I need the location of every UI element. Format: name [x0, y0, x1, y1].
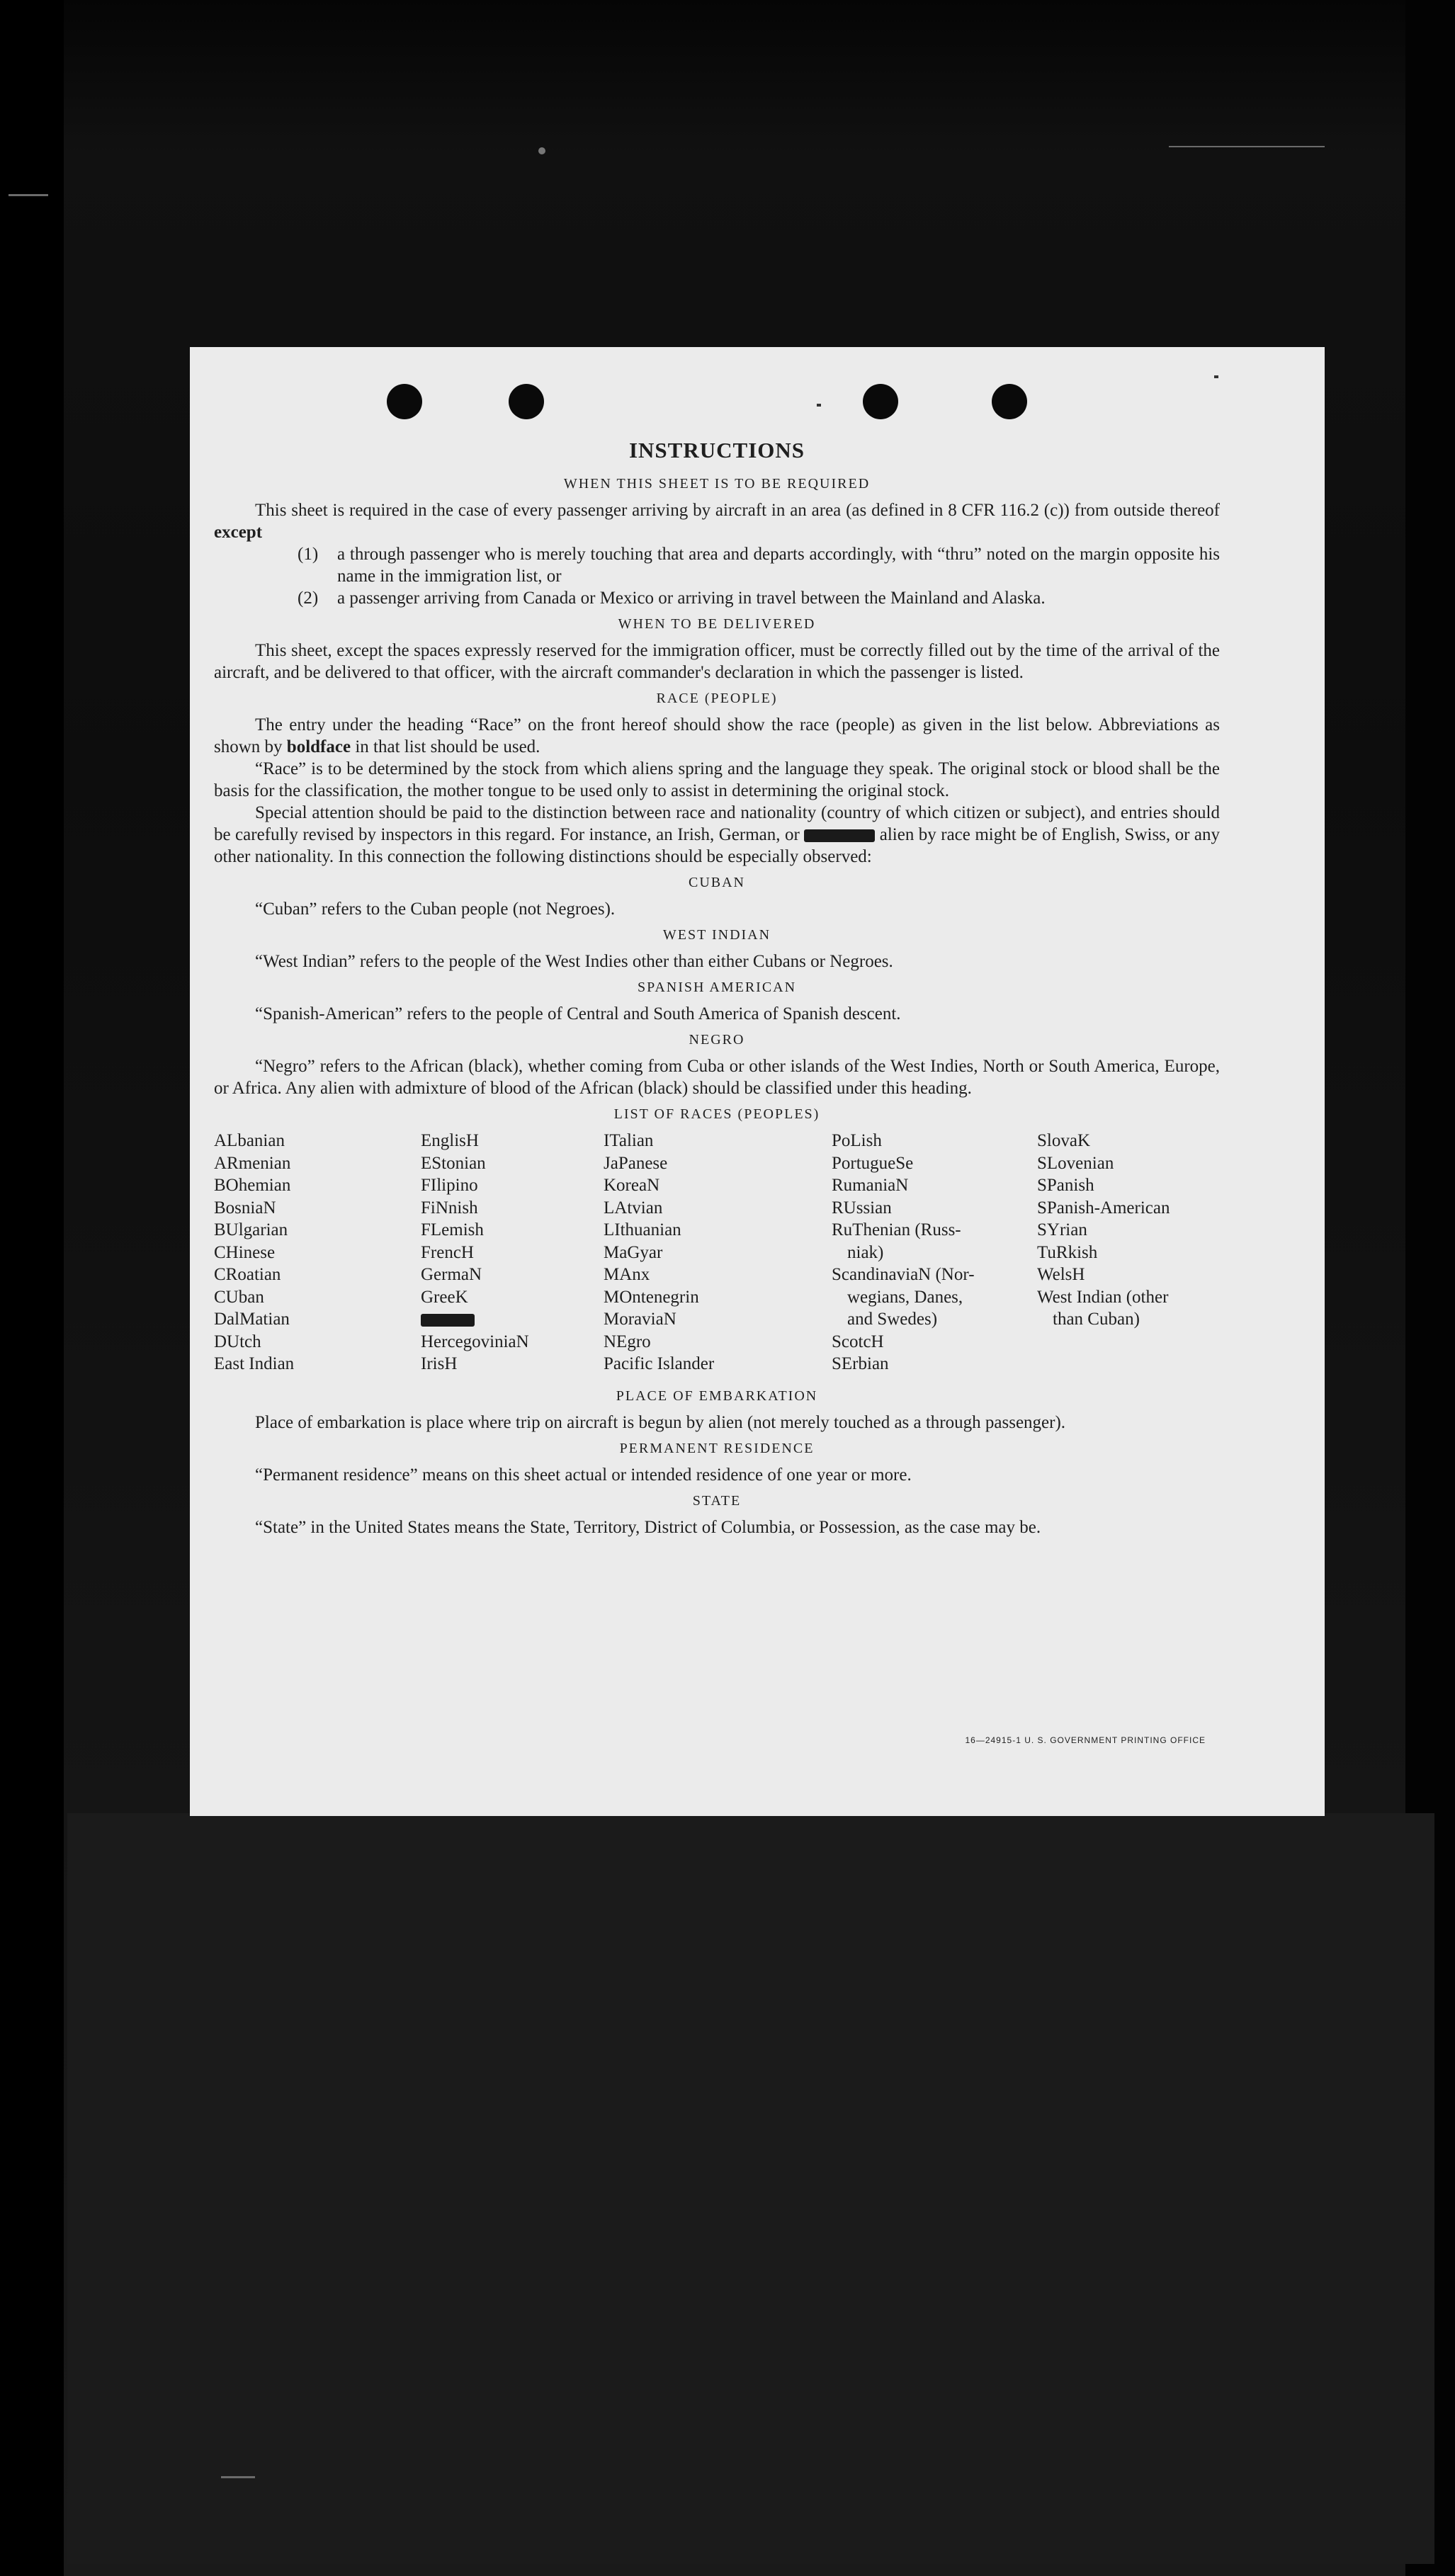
- section-heading-embarkation: PLACE OF EMBARKATION: [616, 1388, 818, 1404]
- race-entry: FiNnish: [421, 1198, 478, 1218]
- paragraph-cuban: “Cuban” refers to the Cuban people (not Negroes).: [255, 900, 616, 919]
- section-heading-when-required: WHEN THIS SHEET IS TO BE REQUIRED: [563, 476, 871, 492]
- list-item: [214, 543, 1220, 587]
- punch-hole: [992, 384, 1027, 419]
- race-entry: RUssian: [832, 1198, 892, 1218]
- race-entry: and Swedes): [847, 1310, 938, 1329]
- section-heading-cuban: CUBAN: [688, 875, 745, 890]
- race-entry: CRoatian: [214, 1265, 281, 1284]
- race-entry: WelsH: [1037, 1265, 1085, 1284]
- printing-office-code: 16—24915-1 U. S. GOVERNMENT PRINTING OFFICE: [965, 1735, 1206, 1745]
- race-entry: GreeK: [421, 1287, 468, 1307]
- race-entry: MoraviaN: [604, 1310, 676, 1329]
- race-entry: CUban: [214, 1287, 264, 1307]
- paragraph-spanish-american: “Spanish-American” refers to the people of Central and South America of Spanish descent.: [255, 1004, 901, 1023]
- section-heading-state: STATE: [692, 1492, 742, 1509]
- race-entry: Pacific Islander: [604, 1354, 715, 1373]
- scan-scratch: [221, 2476, 255, 2478]
- race-entry: ScotcH: [832, 1332, 884, 1351]
- paragraph-residence: “Permanent residence” means on this sheet actual or intended residence of one year or more.: [255, 1465, 912, 1485]
- scan-scratch: [538, 147, 545, 154]
- race-entry: FIlipino: [421, 1176, 478, 1195]
- speck: [817, 404, 821, 407]
- race-entry: than Cuban): [1053, 1310, 1140, 1329]
- race-column-4: [832, 1130, 1037, 1375]
- race-entry: DUtch: [214, 1332, 261, 1351]
- race-entry: West Indian (other: [1037, 1287, 1169, 1307]
- redaction-mark: [804, 829, 875, 842]
- race-entry: RuThenian (Russ-: [832, 1220, 961, 1239]
- race-entry: HercegoviniaN: [421, 1332, 529, 1351]
- race-entry: SYrian: [1037, 1220, 1087, 1239]
- section-heading-west-indian: WEST INDIAN: [662, 927, 771, 943]
- race-list: [214, 1130, 1220, 1375]
- race-entry: IrisH: [421, 1354, 458, 1373]
- race-entry: FLemish: [421, 1220, 484, 1239]
- paragraph-negro: “Negro” refers to the African (black), whether coming from Cuba or other islands of the West Indies, North or South America, Europe, or Africa. Any alien with admixture of blood of the African (black) should be classified under this heading.: [214, 1057, 1220, 1098]
- paragraph-west-indian: “West Indian” refers to the people of the West Indies other than either Cubans or Negroes.: [255, 952, 893, 971]
- race-entry: ScandinaviaN (Nor-: [832, 1265, 975, 1284]
- race-entry: KoreaN: [604, 1176, 660, 1195]
- race-entry: MAnx: [604, 1265, 650, 1284]
- race-entry-redacted: [421, 1308, 604, 1331]
- race-text-a: The entry under the heading “Race” on the front hereof should show the race (people) as given in the list below. Abbreviations as shown by: [214, 715, 1220, 756]
- race-entry: PortugueSe: [832, 1153, 914, 1173]
- required-text: This sheet is required in the case of every passenger arriving by aircraft in an area (as defined in 8 CFR 116.2 (c)) from outside thereof: [255, 501, 1220, 520]
- paragraph-required: [214, 499, 1220, 543]
- item-text: a passenger arriving from Canada or Mexico or arriving in travel between the Mainland and Alaska.: [337, 589, 1046, 608]
- section-heading-spanish-american: SPANISH AMERICAN: [637, 980, 797, 995]
- race-entry: wegians, Danes,: [847, 1287, 963, 1307]
- race-column-5: [1037, 1130, 1221, 1375]
- race-text-d: alien by race might be of English, Swiss, or any other nationality. In this connection the following distinctions should be especially observed:: [214, 825, 1221, 866]
- race-entry: LAtvian: [604, 1198, 663, 1218]
- race-text-c: Special attention should be paid to the distinction between race and nationality (country of which citizen or subject), and entries should be carefully revised by inspectors in this regard. For instance, an Irish, German, or: [214, 803, 1220, 844]
- item-number: (2): [298, 589, 319, 608]
- race-entry: SPanish: [1037, 1176, 1094, 1195]
- race-entry: NEgro: [604, 1332, 651, 1351]
- list-item: [214, 587, 1220, 609]
- item-text: a through passenger who is merely touching that area and departs accordingly, with “thru” noted on the margin opposite his name in the immigration list, or: [337, 545, 1220, 586]
- paragraph-race-2: “Race” is to be determined by the stock from which aliens spring and the language they speak. The original stock or blood shall be the basis for the classification, the mother tongue to be used only to assist in determining the original stock.: [214, 759, 1220, 800]
- race-column-1: [214, 1130, 421, 1375]
- race-entry: SLovenian: [1037, 1153, 1114, 1173]
- race-entry: EnglisH: [421, 1131, 479, 1150]
- race-column-2: [421, 1130, 604, 1375]
- race-entry: GermaN: [421, 1265, 482, 1284]
- race-entry: ITalian: [604, 1131, 654, 1150]
- instructions-content: [214, 438, 1220, 1538]
- instructions-sheet: [190, 347, 1325, 1816]
- paragraph-race-1: [214, 714, 1220, 758]
- paragraph-race-3: [214, 802, 1220, 868]
- race-entry: SPanish-American: [1037, 1198, 1170, 1218]
- race-entry: BosniaN: [214, 1198, 276, 1218]
- punch-hole: [387, 384, 422, 419]
- race-entry: EStonian: [421, 1153, 486, 1173]
- scan-scratch: [9, 194, 48, 196]
- race-entry: SErbian: [832, 1354, 889, 1373]
- race-entry: RumaniaN: [832, 1176, 909, 1195]
- race-entry: niak): [847, 1242, 884, 1262]
- scan-scratch: [1169, 146, 1325, 147]
- speck: [1214, 375, 1218, 378]
- race-entry: FrencH: [421, 1242, 474, 1262]
- punch-hole: [509, 384, 544, 419]
- scan-edge-left: [0, 0, 64, 2576]
- race-entry: JaPanese: [604, 1153, 668, 1173]
- race-entry: SlovaK: [1037, 1131, 1090, 1150]
- scan-lower-area: [67, 1813, 1434, 2564]
- race-entry: ARmenian: [214, 1153, 291, 1173]
- item-number: (1): [298, 545, 319, 564]
- race-text-b: in that list should be used.: [355, 737, 540, 756]
- punch-hole: [863, 384, 898, 419]
- redaction-mark: [421, 1314, 475, 1327]
- section-heading-negro: NEGRO: [689, 1032, 745, 1048]
- race-column-3: [604, 1130, 832, 1375]
- race-entry: BOhemian: [214, 1176, 291, 1195]
- race-entry: DalMatian: [214, 1310, 290, 1329]
- section-heading-list-of-races: LIST OF RACES (PEOPLES): [613, 1106, 820, 1122]
- paragraph-embarkation: Place of embarkation is place where trip on aircraft is begun by alien (not merely touched as a through passenger).: [255, 1412, 1066, 1432]
- paragraph-state: “State” in the United States means the State, Territory, District of Columbia, or Possession, as the case may be.: [255, 1517, 1041, 1537]
- race-entry: MaGyar: [604, 1242, 663, 1262]
- section-heading-race: RACE (PEOPLE): [656, 691, 778, 706]
- paragraph-delivered: This sheet, except the spaces expressly reserved for the immigration officer, must be correctly filled out by the time of the arrival of the aircraft, and be delivered to that officer, with the aircraft commander's declaration in which the passenger is listed.: [214, 641, 1220, 682]
- race-entry: BUlgarian: [214, 1220, 288, 1239]
- race-entry: PoLish: [832, 1131, 882, 1150]
- required-except: except: [214, 523, 263, 542]
- race-entry: LIthuanian: [604, 1220, 681, 1239]
- race-entry: ALbanian: [214, 1131, 285, 1150]
- race-entry: East Indian: [214, 1354, 295, 1373]
- race-boldface: boldface: [286, 737, 351, 756]
- page-title: INSTRUCTIONS: [628, 438, 805, 463]
- race-entry: MOntenegrin: [604, 1287, 699, 1307]
- race-entry: TuRkish: [1037, 1242, 1098, 1262]
- race-entry: CHinese: [214, 1242, 276, 1262]
- section-heading-residence: PERMANENT RESIDENCE: [619, 1440, 815, 1456]
- section-heading-when-delivered: WHEN TO BE DELIVERED: [618, 616, 816, 632]
